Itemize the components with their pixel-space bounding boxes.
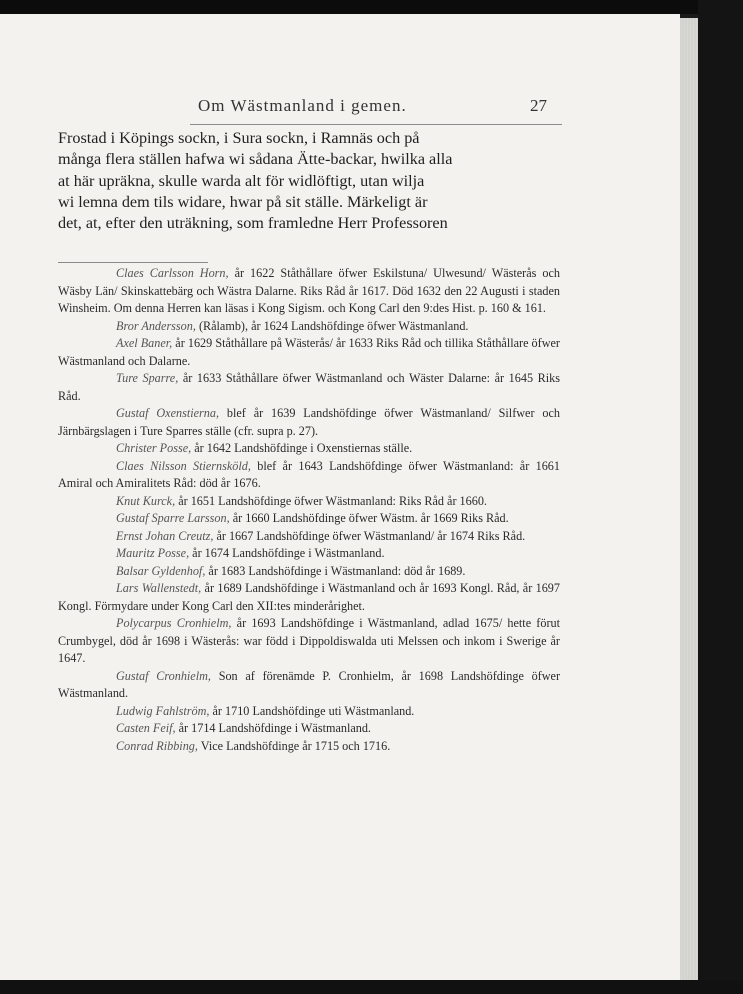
footnote-person-name: Ludwig Fahlström, [116, 703, 210, 718]
body-line: wi lemna dem tils widare, hwar på sit ställe. Märkeligt är [58, 192, 428, 211]
footnote-entry [58, 545, 560, 563]
footnote-person-name: Ernst Johan Creutz, [116, 528, 214, 543]
footnote-person-name: Knut Kurck, [116, 493, 176, 508]
footnote-text: (Rålamb), år 1624 Landshöfdinge öfwer Wästmanland. [195, 318, 469, 333]
footnote-person-name: Balsar Gyldenhof, [116, 563, 206, 578]
footnote-text: år 1674 Landshöfdinge i Wästmanland. [189, 546, 385, 560]
footnote-entry [58, 738, 560, 756]
page-stack-edges [680, 18, 698, 980]
scan-top-edge [0, 0, 743, 14]
footnote-entry [58, 703, 560, 721]
running-head: Om Wästmanland i gemen. [198, 96, 407, 115]
footnote-entry [58, 335, 560, 370]
scan-background-right [698, 0, 743, 994]
page-number: 27 [530, 96, 547, 115]
footnote-text: år 1633 Ståthållare öfwer Wästmanland och Wäster Dalarne: år 1645 Riks Råd. [58, 371, 560, 403]
footnote-text: år 1629 Ståthållare på Wästerås/ år 1633 Riks Råd och tillika Ståthållare öfwer Wästmanland och Dalarne. [58, 336, 560, 368]
footnote-person-name: Casten Feif, [116, 721, 176, 735]
footnote-person-name: Lars Wallenstedt, [116, 581, 202, 595]
footnote-text: år 1714 Landshöfdinge i Wästmanland. [175, 721, 371, 735]
footnote-rule [58, 262, 208, 263]
body-paragraph [58, 128, 563, 234]
footnote-entry [58, 458, 560, 493]
footnote-text: år 1689 Landshöfdinge i Wästmanland och år 1693 Kongl. Råd, år 1697 Kongl. Förmydare under Kong Carl den XII:tes minderårighet. [58, 581, 560, 613]
footnote-text: år 1642 Landshöfdinge i Oxenstiernas ställe. [191, 441, 413, 455]
footnotes [58, 265, 560, 755]
footnote-entry [58, 528, 560, 546]
footnote-text: blef år 1643 Landshöfdinge öfwer Wästmanland: år 1661 Amiral och Amiralitets Råd: död år 1676. [58, 458, 560, 490]
footnote-person-name: Ture Sparre, [116, 371, 179, 385]
footnote-entry [58, 615, 560, 668]
footnote-text: år 1622 Ståthållare öfwer Eskilstuna/ Ulwesund/ Wästerås och Wäsby Län/ Skinskattebärg och Wästra Dalarne. Riks Råd år 1617. Död 1632 den 22 Augusti i staden Winsheim. Om denna Herren kan läsas i Kong Sigism. och Kong Carl den 9:des Hist. p. 160 & 161. [58, 266, 560, 315]
footnote-text: år 1710 Landshöfdinge uti Wästmanland. [209, 703, 415, 718]
footnote-text: år 1651 Landshöfdinge öfwer Wästmanland: Riks Råd år 1660. [175, 493, 487, 508]
footnote-person-name: Polycarpus Cronhielm, [116, 616, 232, 630]
footnote-entry [58, 318, 560, 336]
body-line: det, at, efter den uträkning, som framledne Herr Professoren [58, 214, 448, 233]
body-line: Frostad i Köpings sockn, i Sura sockn, i Ramnäs och på [58, 129, 420, 147]
footnote-person-name: Gustaf Cronhielm, [116, 668, 211, 683]
footnote-entry [58, 563, 560, 581]
footnote-text: Vice Landshöfdinge år 1715 och 1716. [197, 738, 391, 753]
footnote-text: år 1693 Landshöfdinge i Wästmanland, adlad 1675/ hette förut Crumbygel, död år 1698 i Wästerås: war född i Dippoldiswalda uti Melssen och inkom i Swerige år 1647. [58, 616, 560, 665]
footnote-person-name: Christer Posse, [116, 441, 192, 455]
footnote-text: blef år 1639 Landshöfdinge öfwer Wästmanland/ Silfwer och Järnbärgslagen i Ture Sparres ställe (cfr. supra p. 27). [58, 406, 560, 438]
footnote-text: år 1667 Landshöfdinge öfwer Wästmanland/ år 1674 Riks Råd. [213, 528, 526, 543]
footnote-text: Son af förenämde P. Cronhielm, år 1698 Landshöfdinge öfwer Wästmanland. [58, 668, 561, 700]
footnote-person-name: Gustaf Sparre Larsson, [116, 511, 230, 525]
footnote-person-name: Mauritz Posse, [116, 546, 190, 560]
footnote-entry [58, 493, 560, 511]
scan-background-bottom [0, 980, 743, 994]
footnote-person-name: Claes Carlsson Horn, [116, 266, 229, 280]
footnote-text: år 1660 Landshöfdinge öfwer Wästm. år 1669 Riks Råd. [229, 511, 509, 525]
footnote-entry [58, 265, 560, 318]
footnote-entry [58, 580, 560, 615]
footnote-person-name: Axel Baner, [116, 336, 173, 350]
footnote-entry [58, 510, 560, 528]
footnote-entry [58, 668, 560, 703]
footnote-entry [58, 405, 560, 440]
footnote-entry [58, 440, 560, 458]
footnote-person-name: Bror Andersson, [116, 318, 196, 333]
body-line: många flera ställen hafwa wi sådana Ätte-backar, hwilka alla [58, 150, 453, 169]
footnote-entry [58, 370, 560, 405]
footnote-entry [58, 720, 560, 738]
footnote-person-name: Claes Nilsson Stiernsköld, [116, 458, 251, 473]
footnote-person-name: Gustaf Oxenstierna, [116, 406, 219, 420]
footnote-person-name: Conrad Ribbing, [116, 738, 198, 753]
body-line: at här upräkna, skulle warda alt för widlöftigt, utan wilja [58, 171, 425, 190]
header-rule [190, 124, 562, 125]
footnote-text: år 1683 Landshöfdinge i Wästmanland: död år 1689. [205, 563, 466, 578]
